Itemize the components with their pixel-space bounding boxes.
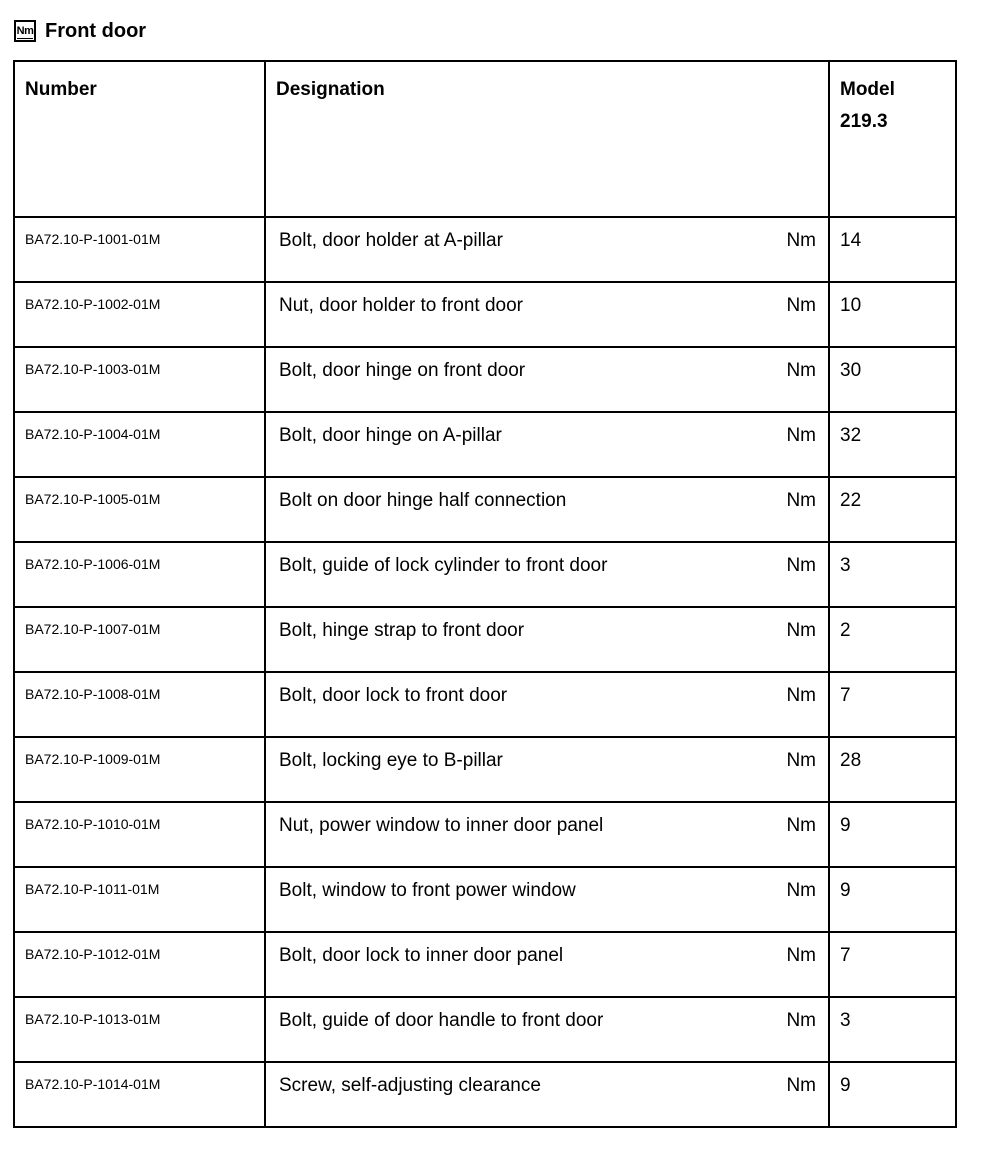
table-row [14, 1062, 956, 1127]
unit-label: Nm [786, 815, 816, 836]
torque-value-cell: 9 [829, 867, 956, 932]
torque-value-cell: 10 [829, 282, 956, 347]
torque-value-cell: 2 [829, 607, 956, 672]
designation-cell [265, 282, 829, 347]
designation-cell [265, 412, 829, 477]
designation-cell [265, 932, 829, 997]
unit-label: Nm [786, 945, 816, 966]
designation-cell [265, 607, 829, 672]
designation-cell [265, 1062, 829, 1127]
designation-cell [265, 672, 829, 737]
designation-text: Bolt, locking eye to B-pillar [279, 750, 503, 771]
part-number-cell: BA72.10-P-1004-01M [14, 412, 265, 477]
torque-value-cell: 28 [829, 737, 956, 802]
column-header-number: Number [14, 61, 265, 217]
torque-value-cell: 32 [829, 412, 956, 477]
unit-label: Nm [786, 750, 816, 771]
model-number: 219.3 [840, 111, 888, 132]
designation-cell [265, 477, 829, 542]
designation-text: Screw, self-adjusting clearance [279, 1075, 541, 1096]
table-row [14, 737, 956, 802]
table-row [14, 347, 956, 412]
designation-cell [265, 997, 829, 1062]
unit-label: Nm [786, 555, 816, 576]
unit-label: Nm [786, 620, 816, 641]
designation-text: Bolt, door lock to inner door panel [279, 945, 564, 966]
table-row [14, 477, 956, 542]
column-header-model [829, 61, 956, 217]
unit-label: Nm [786, 230, 816, 251]
model-label: Model [840, 79, 895, 100]
designation-cell [265, 802, 829, 867]
designation-cell [265, 217, 829, 282]
table-row [14, 932, 956, 997]
designation-text: Bolt, door hinge on A-pillar [279, 425, 502, 446]
designation-cell [265, 542, 829, 607]
designation-text: Bolt, guide of lock cylinder to front door [279, 555, 608, 576]
table-row [14, 217, 956, 282]
unit-label: Nm [786, 1010, 816, 1031]
part-number-cell: BA72.10-P-1001-01M [14, 217, 265, 282]
table-row [14, 867, 956, 932]
part-number-cell: BA72.10-P-1008-01M [14, 672, 265, 737]
unit-label: Nm [786, 1075, 816, 1096]
part-number-cell: BA72.10-P-1010-01M [14, 802, 265, 867]
designation-text: Bolt, window to front power window [279, 880, 576, 901]
part-number-cell: BA72.10-P-1012-01M [14, 932, 265, 997]
table-row [14, 672, 956, 737]
torque-value-cell: 7 [829, 672, 956, 737]
unit-label: Nm [786, 295, 816, 316]
page-title-row [14, 16, 146, 46]
table-row [14, 542, 956, 607]
part-number-cell: BA72.10-P-1009-01M [14, 737, 265, 802]
torque-value-cell: 9 [829, 802, 956, 867]
part-number-cell: BA72.10-P-1003-01M [14, 347, 265, 412]
unit-label: Nm [786, 360, 816, 381]
column-header-designation: Designation [265, 61, 829, 217]
designation-text: Bolt, guide of door handle to front door [279, 1010, 604, 1031]
table-header-row [14, 61, 956, 217]
table-row [14, 997, 956, 1062]
part-number-cell: BA72.10-P-1002-01M [14, 282, 265, 347]
designation-cell [265, 347, 829, 412]
designation-text: Nut, power window to inner door panel [279, 815, 604, 836]
unit-label: Nm [786, 685, 816, 706]
torque-value-cell: 7 [829, 932, 956, 997]
part-number-cell: BA72.10-P-1006-01M [14, 542, 265, 607]
part-number-cell: BA72.10-P-1013-01M [14, 997, 265, 1062]
unit-label: Nm [786, 490, 816, 511]
page-title: Front door [45, 19, 147, 42]
part-number-cell: BA72.10-P-1007-01M [14, 607, 265, 672]
designation-cell [265, 867, 829, 932]
part-number-cell: BA72.10-P-1005-01M [14, 477, 265, 542]
table-row [14, 412, 956, 477]
table-row [14, 607, 956, 672]
table-row [14, 802, 956, 867]
designation-cell [265, 737, 829, 802]
part-number-cell: BA72.10-P-1011-01M [14, 867, 265, 932]
torque-value-cell: 14 [829, 217, 956, 282]
designation-text: Bolt, door holder at A-pillar [279, 230, 503, 251]
part-number-cell: BA72.10-P-1014-01M [14, 1062, 265, 1127]
unit-label: Nm [786, 425, 816, 446]
designation-text: Bolt on door hinge half connection [279, 490, 567, 511]
torque-value-cell: 30 [829, 347, 956, 412]
torque-nm-icon: Nm [14, 20, 36, 42]
designation-text: Bolt, door lock to front door [279, 685, 508, 706]
torque-value-cell: 9 [829, 1062, 956, 1127]
torque-value-cell: 3 [829, 542, 956, 607]
designation-text: Nut, door holder to front door [279, 295, 523, 316]
torque-spec-table [13, 60, 957, 1128]
designation-text: Bolt, door hinge on front door [279, 360, 526, 381]
torque-value-cell: 3 [829, 997, 956, 1062]
designation-text: Bolt, hinge strap to front door [279, 620, 525, 641]
table-row [14, 282, 956, 347]
unit-label: Nm [786, 880, 816, 901]
torque-value-cell: 22 [829, 477, 956, 542]
